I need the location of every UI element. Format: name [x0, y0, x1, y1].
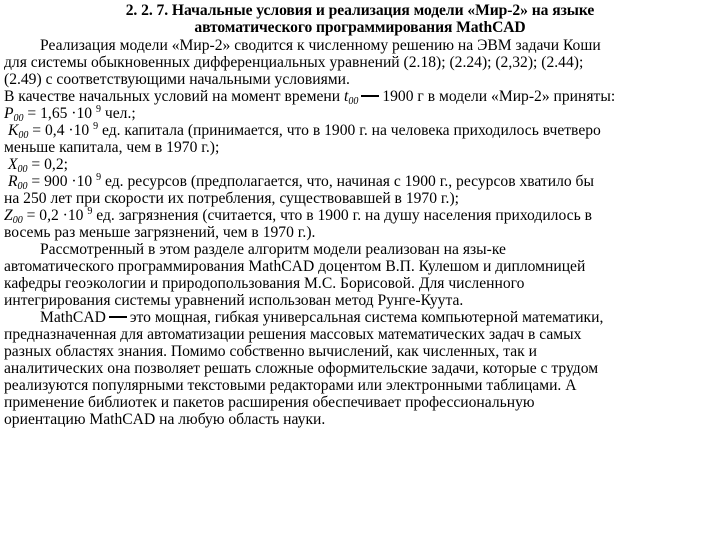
capital-condition-cont: меньше капитала, чем в 1970 г.); [4, 139, 220, 156]
paragraph-1-line-3: (2.49) с соответствующими начальными условиями. [4, 71, 350, 88]
paragraph-3-line-3: кафедры геоэкологии и природопользования М.С. Борисовой. Для численного [4, 275, 525, 292]
paragraph-1-line-1: Реализация модели «Мир-2» сводится к численному решению на ЭВМ задачи Коши [40, 37, 601, 54]
paragraph-4-line-7: ориентацию MathCAD на любую область науки. [4, 411, 326, 428]
em-dash [361, 95, 379, 97]
section-heading [0, 2, 720, 36]
paragraph-3-line-1: Рассмотренный в этом разделе алгоритм модели реализован на язы-ке [40, 241, 506, 258]
capital-condition: $K_{00} = 0,4 \cdot 10$ $^9$ ед. капитала (принимается, что в 1900 г. на человека приходилось вчетверо [8, 121, 601, 141]
em-dash [109, 316, 127, 318]
paragraph-3-line-2: автоматического программирования MathCAD доцентом В.П. Кулешом и дипломницей [4, 258, 586, 275]
paragraph-4-line-2: предназначенная для автоматизации решения массовых математических задач в самых [4, 326, 582, 343]
resources-condition-cont: на 250 лет при скорости их потребления, существовавшей в 1970 г.); [4, 190, 459, 207]
heading-line-1: 2. 2. 7. Начальные условия и реализация модели «Мир-2» на языке [125, 2, 595, 19]
paragraph-4-line-6: применение библиотек и пакетов расширения обеспечивает профессиональную [4, 394, 535, 411]
heading-line-2: автоматического программирования MathCAD [194, 19, 526, 36]
paragraph-4-line-4: аналитических она позволяет решать сложные оформительские задачи, которые с трудом [4, 360, 599, 377]
paragraph-4-line-1: MathCAD это мощная, гибкая универсальная система компьютерной математики, [40, 309, 604, 326]
paragraph-4-line-3: разных областях знания. Помимо собственно вычислений, как численных, так и [4, 343, 537, 360]
pollution-condition-cont: восемь раз меньше загрязнений, чем в 1970 г.). [4, 224, 316, 241]
resources-condition: $R_{00} = 900 \cdot 10$ $^9$ ед. ресурсов (предполагается, что, начиная с 1900 г., ресурсов хватило бы [8, 172, 594, 192]
pollution-condition: $Z_{00} = 0,2 \cdot 10$ $^9$ ед. загрязнения (считается, что в 1900 г. на душу населения приходилось в [4, 206, 592, 226]
initial-conditions-intro: В качестве начальных условий на момент времени $t_{00}$ 1900 г в модели «Мир-2» приняты: [4, 88, 616, 107]
quality-condition: $X_{00} = 0,2$; [8, 156, 68, 175]
population-condition: $P_{00} = 1,65 \cdot 10$ $^9$ чел.; [4, 104, 136, 124]
paragraph-1-line-2: для системы обыкновенных дифференциальных уравнений (2.18); (2.24); (2,32); (2.44); [4, 54, 584, 71]
paragraph-4-line-5: реализуются популярными текстовыми редакторами или электронными таблицами. А [4, 377, 577, 394]
paragraph-3-line-4: интегрирования системы уравнений использован метод Рунге-Куута. [4, 292, 464, 309]
